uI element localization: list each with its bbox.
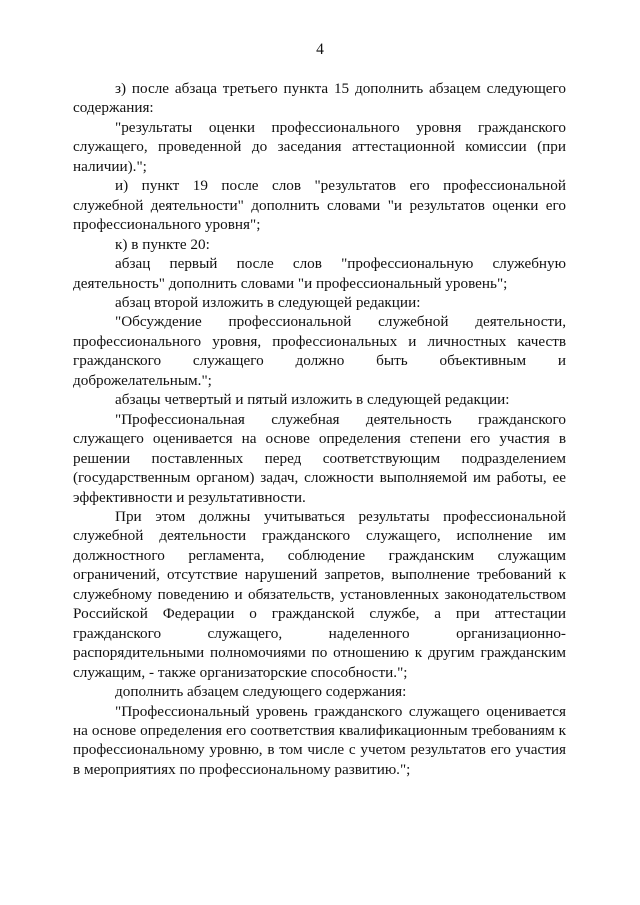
page-number: 4	[316, 41, 324, 58]
paragraph-item-z: з) после абзаца третьего пункта 15 дополнить абзацем следующего содержания:	[73, 80, 566, 117]
paragraph-professional-level-quote: "Профессиональный уровень гражданского служащего оценивается на основе определения его соответствия квалификационным требованиям к профессиональному уровню, в том числе с учетом результатов его участия в мероприятиях по профессиональному развитию.";	[73, 702, 566, 778]
paragraph-considerations: При этом должны учитываться результаты профессиональной служебной деятельности гражданского служащего, исполнение им должностного регламента, соблюдение гражданским служащим ограничений, отсутствие нарушений запретов, выполнение требований к служебному поведению и обязательств, установленных законодательством Российской Федерации о гражданской службе, а при аттестации гражданского служащего, наделенного организационно-распорядительными полномочиями по отношению к другим гражданским служащим, - также организаторские способности.";	[73, 507, 566, 681]
paragraph-discussion-quote: "Обсуждение профессиональной служебной деятельности, профессионального уровня, профессиональных и личностных качеств гражданского служащего должно быть объективным и доброжелательным.";	[73, 313, 566, 389]
paragraph-second-abzac-intro: абзац второй изложить в следующей редакции:	[115, 293, 421, 311]
paragraph-activity-quote: "Профессиональная служебная деятельность гражданского служащего оценивается на основе определения степени его участия в решении поставленных перед соответствующим подразделением (государственным органом) задач, сложности выполняемой им работы, ее эффективности и результативности.	[73, 410, 566, 506]
paragraph-first-abzac: абзац первый после слов "профессиональную служебную деятельность" дополнить словами "и профессиональный уровень";	[73, 255, 566, 292]
paragraph-quoted-results: "результаты оценки профессионального уровня гражданского служащего, проведенной до заседания аттестационной комиссии (при наличии).";	[73, 118, 566, 175]
paragraph-add-abzac-intro: дополнить абзацем следующего содержания:	[115, 683, 407, 701]
paragraph-item-i: и) пункт 19 после слов "результатов его профессиональной служебной деятельности" дополнить словами "и результатов оценки его профессионального уровня";	[73, 177, 566, 234]
paragraph-item-k: к) в пункте 20:	[115, 235, 210, 253]
paragraph-fourth-fifth-intro: абзацы четвертый и пятый изложить в следующей редакции:	[115, 391, 510, 409]
document-body	[73, 79, 566, 779]
